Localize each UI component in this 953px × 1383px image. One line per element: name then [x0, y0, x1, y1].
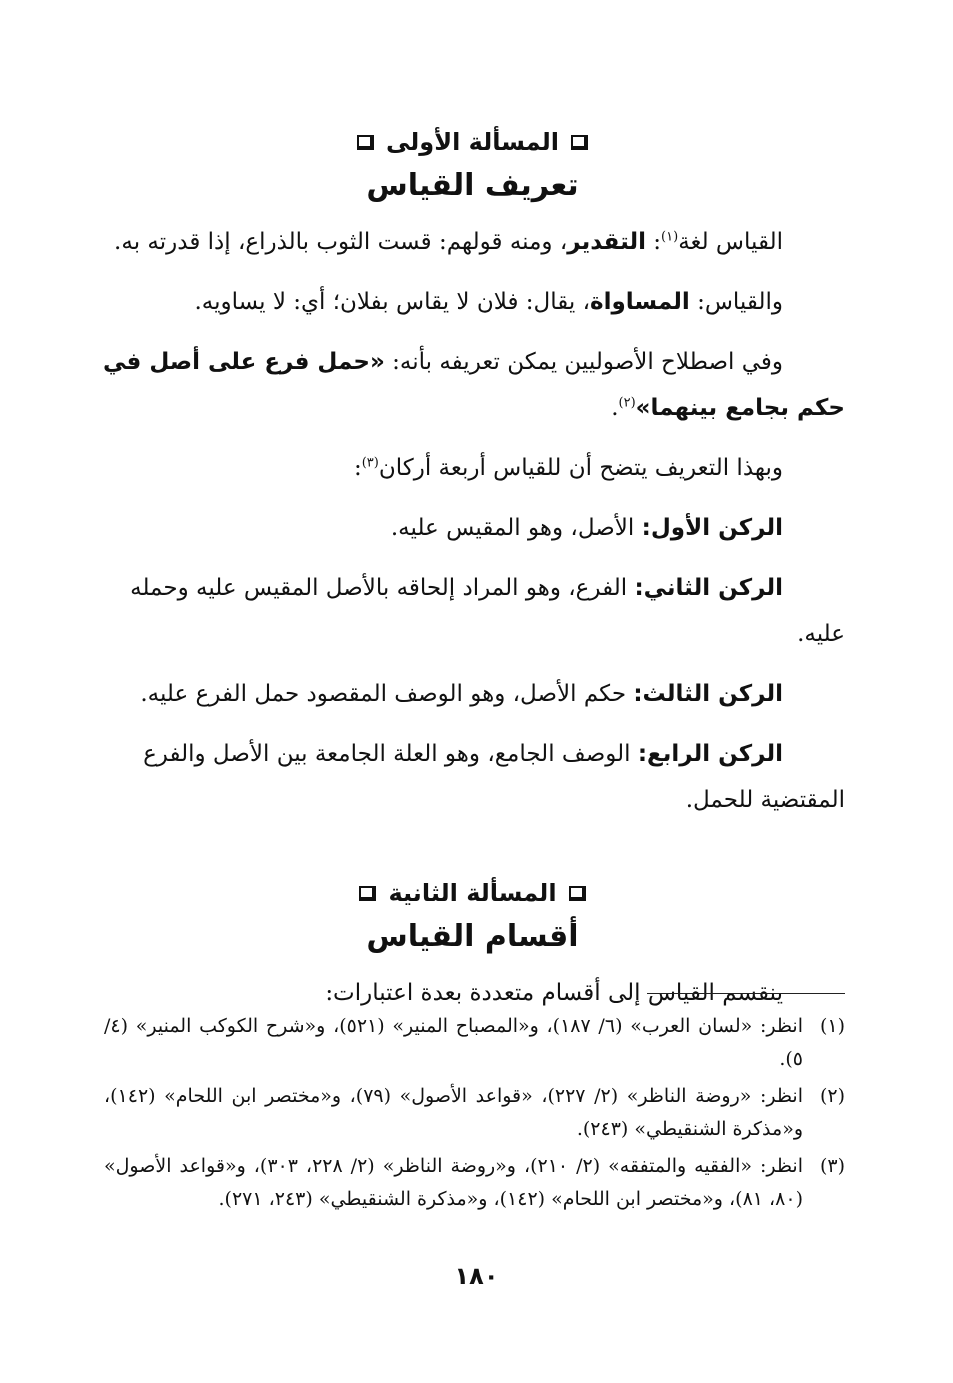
pillar-label: الركن الأول:	[641, 515, 783, 541]
issue-2-heading-text: المسألة الثانية	[388, 879, 557, 907]
pillar-2	[100, 565, 845, 657]
text-run: وفي اصطلاح الأصوليين يمكن تعريفه بأنه:	[384, 349, 783, 375]
square-ornament-icon	[359, 886, 376, 901]
paragraph-lughah	[100, 219, 845, 265]
footnote-text: انظر: «روضة الناظر» (٢/ ٢٢٧)، «قواعد الأصول» (٧٩)، و«مختصر ابن اللحام» (١٤٢)، و«مذكرة الشنقيطي» (٢٤٣).	[104, 1085, 803, 1140]
footnote-divider	[647, 993, 845, 994]
paragraph-pillars-intro	[100, 445, 845, 491]
page-number: ١٨٠	[454, 1262, 499, 1290]
bold-term: المساواة	[590, 289, 690, 315]
footnote-text: انظر: «لسان العرب» (٦/ ١٨٧)، و«المصباح المنير» (٥٢١)، و«شرح الكوكب المنير» (٤/ ٥).	[104, 1015, 803, 1070]
issue-2-heading	[100, 879, 845, 907]
main-text	[100, 128, 845, 1030]
pillar-text: الأصل، وهو المقيس عليه.	[390, 515, 642, 541]
paragraph-musawah	[100, 279, 845, 325]
square-ornament-icon	[569, 886, 586, 901]
issue-1-heading	[100, 128, 845, 156]
pillar-text: الوصف الجامع، وهو العلة الجامعة بين الأصل والفرع المقتضية للحمل.	[143, 741, 845, 813]
footnote-text: انظر: «الفقيه والمتفقه» (٢/ ٢١٠)، و«روضة الناظر» (٢/ ٢٢٨، ٣٠٣)، و«قواعد الأصول» (٨٠، ٨١)، و«مختصر ابن اللحام» (١٤٢)، و«مذكرة الشنقيطي» (٢٤٣، ٢٧١).	[104, 1155, 803, 1210]
text-run: والقياس:	[689, 289, 783, 315]
paragraph-definition	[100, 339, 845, 431]
footnote-ref: (٣)	[361, 455, 379, 471]
text-run: .	[611, 395, 619, 421]
footnote-ref: (٢)	[618, 395, 636, 411]
pillar-label: الركن الثالث:	[633, 681, 783, 707]
bold-term: التقدير	[567, 229, 646, 255]
pillar-4	[100, 731, 845, 823]
square-ornament-icon	[571, 135, 588, 150]
text-run: ، ومنه قولهم: قست الثوب بالذراع، إذا قدرته به.	[114, 229, 568, 255]
issue-2-title: أقسام القياس	[366, 919, 579, 954]
section-gap	[100, 837, 845, 879]
pillar-1	[100, 505, 845, 551]
paragraph-divisions-intro: ينقسم القياس إلى أقسام متعددة بعدة اعتبارات:	[325, 980, 783, 1006]
text-run: ، يقال: فلان لا يقاس بفلان؛ أي: لا يساويه.	[194, 289, 591, 315]
text-run: وبهذا التعريف يتضح أن للقياس أربعة أركان	[378, 455, 783, 481]
footnote-ref: (١)	[661, 229, 679, 245]
square-ornament-icon	[357, 135, 374, 150]
bold-definition: «حمل فرع على أصل في حكم بجامع بينهما»	[102, 349, 845, 421]
text-run: القياس لغة	[678, 229, 783, 255]
issue-1-heading-text: المسألة الأولى	[386, 128, 559, 156]
footnote-2	[104, 1080, 845, 1146]
text-run: :	[645, 229, 662, 255]
text-run: :	[353, 455, 362, 481]
pillar-text: الفرع، وهو المراد إلحاقه بالأصل المقيس عليه وحمله عليه.	[130, 575, 845, 647]
pillar-label: الركن الثاني:	[634, 575, 783, 601]
footnote-3	[104, 1150, 845, 1216]
issue-1-title: تعريف القياس	[366, 168, 579, 203]
pillar-label: الركن الرابع:	[637, 741, 783, 767]
footnote-1	[104, 1010, 845, 1076]
footnote-number: (٣)	[819, 1155, 845, 1177]
pillar-text: حكم الأصل، وهو الوصف المقصود حمل الفرع عليه.	[140, 681, 634, 707]
pillar-3	[100, 671, 845, 717]
footnotes	[104, 1010, 845, 1220]
footnote-number: (٢)	[819, 1085, 845, 1107]
footnote-number: (١)	[819, 1015, 845, 1037]
